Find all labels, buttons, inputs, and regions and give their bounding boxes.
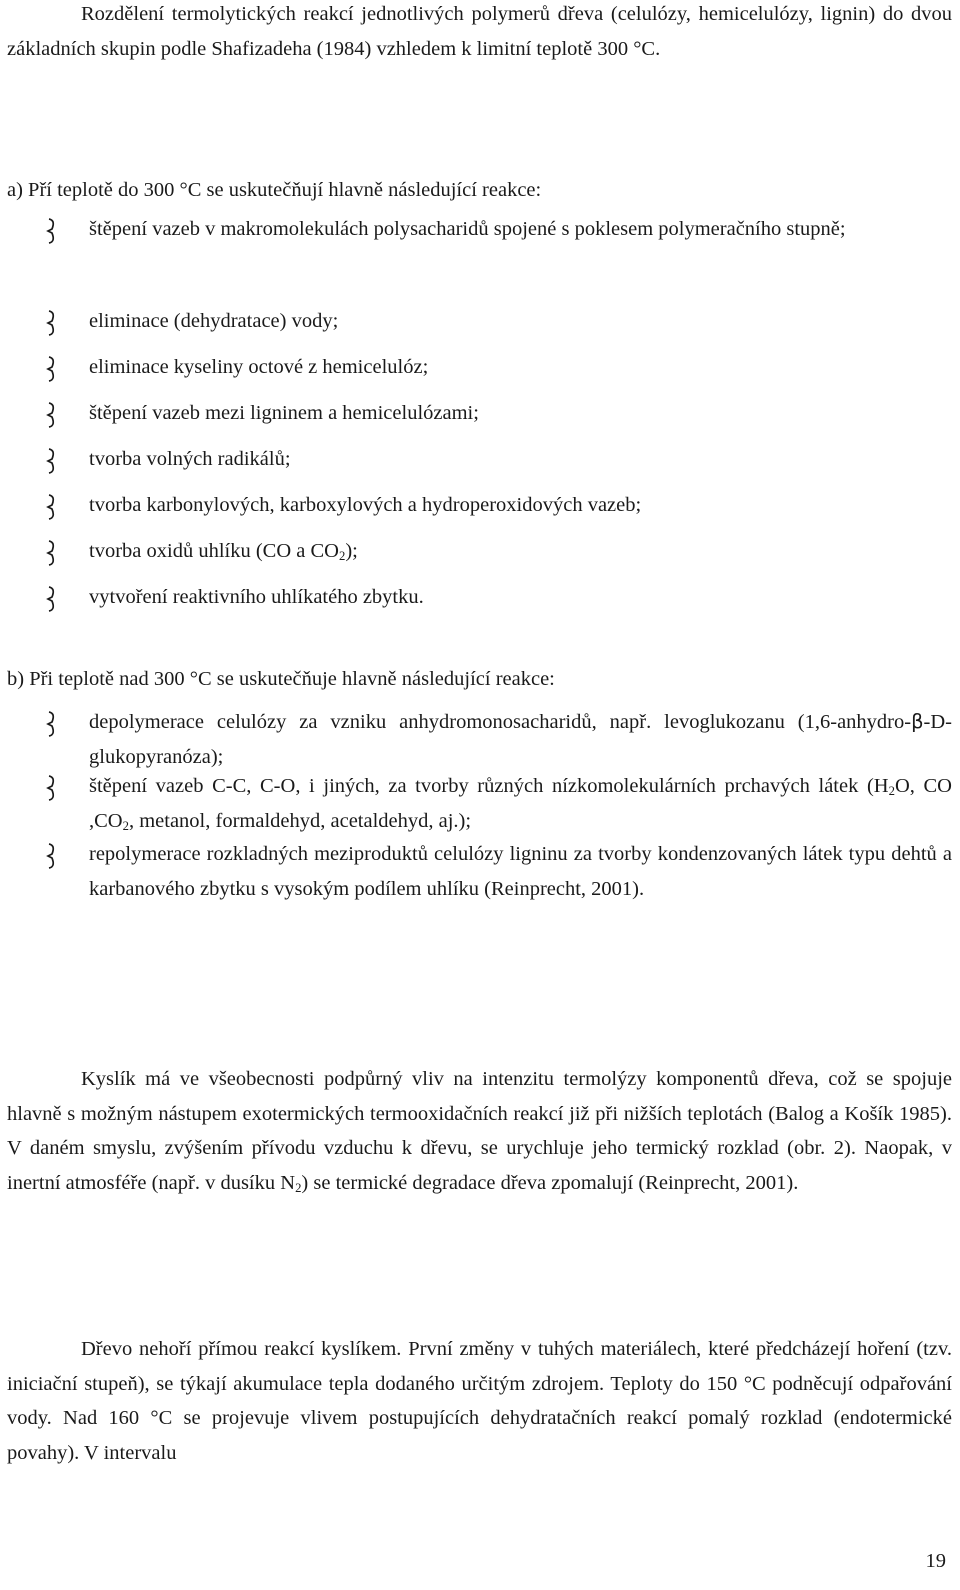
dash-bracket-icon [40,494,70,520]
list-item-text [89,769,952,838]
beta-symbol: β [911,710,924,733]
list-item-text: štěpení vazeb mezi ligninem a hemicelulózami; [89,402,479,424]
cleavage-text-3: , metanol, formaldehyd, acetaldehyd, aj.); [128,809,472,832]
h2-subscript: 2 [888,784,895,799]
section-b-heading: b) Při teplotě nad 300 °C se uskutečňuje hlavně následující reakce: [7,668,555,690]
cleavage-text-1: štěpení vazeb C-C, C-O, i jiných, za tvorby různých nízkomolekulárních prchavých látek (H [89,775,889,797]
dash-bracket-icon [40,843,70,869]
cleavage-text-2: O, CO ,CO [89,775,952,832]
dash-bracket-icon [40,540,70,566]
dash-bracket-icon [40,356,70,382]
intro-paragraph: Rozdělení termolytických reakcí jednotlivých polymerů dřeva (celulózy, hemicelulózy, lignin) do dvou základních skupin podle Shafizadeha (1984) vzhledem k limitní teplotě 300 °C. [7,3,952,60]
dash-bracket-icon [40,218,70,244]
levoglukozan-text: depolymerace celulózy za vzniku anhydromonosacharidů, např. levoglukozanu (1,6-anhydro- [89,711,912,733]
list-item-text [89,705,952,774]
list-item-text: štěpení vazeb v makromolekulách polysacharidů spojené s poklesem polymeračního stupně; [89,218,846,240]
oxygen-paragraph [7,1062,952,1200]
co2-text-after: ); [345,540,358,562]
dash-bracket-icon [40,775,70,801]
list-item-text: eliminace kyseliny octové z hemicelulóz; [89,356,429,378]
co2-subscript: 2 [338,549,346,564]
list-item-text: tvorba volných radikálů; [89,448,291,470]
co2-text-before: tvorba oxidů uhlíku (CO a CO [89,540,339,562]
list-item-text [89,534,952,569]
list-item-text: eliminace (dehydratace) vody; [89,310,339,332]
list-item-text: tvorba karbonylových, karboxylových a hydroperoxidových vazeb; [89,494,642,516]
dash-bracket-icon [40,310,70,336]
page-number: 19 [925,1550,946,1572]
dash-bracket-icon [40,711,70,737]
oxygen-text: Kyslík má ve všeobecnosti podpůrný vliv na intenzitu termolýzy komponentů dřeva, což se spojuje hlavně s možným nástupem exotermických termooxidačních reakcí již při nižších teplotách (Balog a Košík 1985). V daném smyslu, zvýšením přívodu vzduchu k dřevu, se urychluje jeho termický rozklad (obr. 2). Naopak, v inertní atmosféře (např. v dusíku N [7,1068,952,1194]
oxygen-text-end: ) se termické degradace dřeva zpomalují (Reinprecht, 2001). [301,1171,799,1194]
section-a-heading: a) Pří teplotě do 300 °C se uskutečňují hlavně následující reakce: [7,179,542,201]
glukopyranoza-text: -D-glukopyranóza); [89,711,952,768]
dash-bracket-icon [40,402,70,428]
dash-bracket-icon [40,448,70,474]
dash-bracket-icon [40,586,70,612]
list-item-text: repolymerace rozkladných meziproduktů celulózy ligninu za tvorby kondenzovaných látek typu dehtů a karbanového zbytku s vysokým podílem uhlíku (Reinprecht, 2001). [89,843,952,900]
n2-subscript: 2 [295,1180,302,1195]
co2-subscript: 2 [122,818,129,833]
combustion-paragraph: Dřevo nehoří přímou reakcí kyslíkem. První změny v tuhých materiálech, které předcházejí hoření (tzv. iniciační stupeň), se týkají akumulace tepla dodaného určitým zdrojem. Teploty do 150 °C podněcují odpařování vody. Nad 160 °C se projevuje vlivem postupujících dehydratačních reakcí pomalý rozklad (endotermické povahy). V intervalu [7,1338,952,1464]
list-item-text: vytvoření reaktivního uhlíkatého zbytku. [89,586,424,608]
